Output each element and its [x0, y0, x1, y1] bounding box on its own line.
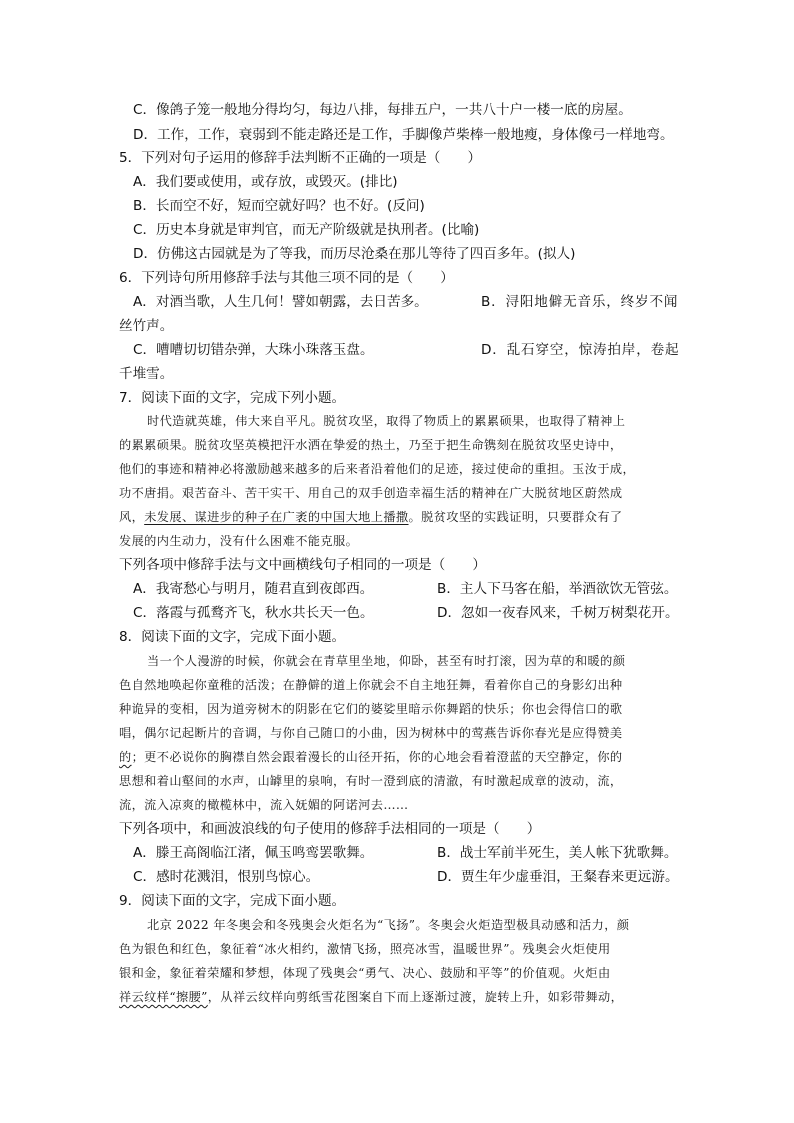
q7-option-b: B．主人下马客在船，举酒欲饮无管弦。 — [437, 581, 678, 597]
q6-option-b-continued: 丝竹声。 — [119, 318, 174, 334]
question-7-stem: 7．阅读下面的文字，完成下列小题。 — [119, 390, 346, 406]
passage-text: ，从祥云纹样向剪纸雪花图案自下而上逐渐过渡，旋转上升，如彩带舞动， — [207, 990, 624, 1004]
q6-option-a: A．对酒当歌，人生几何！譬如朝露，去日苦多。 — [133, 294, 428, 310]
passage-8-line: 唱，偶尔记起断片的音调，与你自己随口的小曲，因为树林中的莺燕告诉你春光是应得赞美 — [119, 726, 623, 740]
q8-option-c: C．感时花溅泪，恨别鸟惊心。 — [133, 869, 320, 885]
passage-8-line: 思想和着山壑间的水声，山罅里的泉响，有时一澄到底的清澈，有时激起成章的波动，流， — [119, 774, 623, 788]
passage-8-line: 流，流入凉爽的橄榄林中，流入妩媚的阿诺河去…… — [119, 798, 409, 812]
q6-option-d-continued: 千堆雪。 — [119, 366, 174, 382]
passage-7-line — [119, 507, 623, 527]
q6-option-d: D．乱石穿空，惊涛拍岸，卷起 — [481, 342, 680, 358]
wavy-underlined-sentence: 祥云纹样“擦腰” — [119, 990, 208, 1004]
q6-option-c: C．嘈嘈切切错杂弹，大珠小珠落玉盘。 — [133, 342, 374, 358]
passage-9-line: 色为银色和红色，象征着“冰火相约，激情飞扬，照亮冰雪，温暖世界”。残奥会火炬使用 — [119, 942, 611, 956]
passage-7-line: 发展的内生动力，没有什么困难不能克服。 — [119, 534, 359, 548]
q4-option-d: D．工作，工作，衰弱到不能走路还是工作，手脚像芦柴棒一般地瘦，身体像弓一样地弯。 — [133, 127, 674, 143]
q4-option-c: C．像鸽子笼一般地分得均匀，每边八排，每排五户，一共八十户一楼一底的房屋。 — [133, 102, 632, 118]
q7-option-c: C．落霞与孤鹜齐飞，秋水共长天一色。 — [133, 605, 374, 621]
passage-8-line: 色自然地唤起你童稚的活泼；在静僻的道上你就会不自主地狂舞，看着你自己的身影幻出种 — [119, 678, 623, 692]
passage-7-line: 时代造就英雄，伟大来自平凡。脱贫攻坚，取得了物质上的累累硕果，也取得了精神上 — [147, 414, 626, 428]
wavy-underlined-sentence: 的 — [119, 750, 132, 764]
passage-text: 。脱贫攻坚的实践证明，只要群众有了 — [408, 510, 623, 524]
q8-option-b: B．战士军前半死生，美人帐下犹歌舞。 — [437, 845, 678, 861]
question-7-subquestion: 下列各项中修辞手法与文中画横线句子相同的一项是（ ） — [119, 557, 487, 573]
passage-text: 风， — [119, 510, 145, 524]
question-8-subquestion: 下列各项中，和画波浪线的句子使用的修辞手法相同的一项是（ ） — [119, 821, 541, 837]
question-8-stem: 8．阅读下面的文字，完成下面小题。 — [119, 629, 346, 645]
q5-option-b: B．长而空不好，短而空就好吗？也不好。(反问) — [133, 198, 425, 214]
q7-option-a: A．我寄愁心与明月，随君直到夜郎西。 — [133, 581, 374, 597]
passage-9-line: 银和金，象征着荣耀和梦想，体现了残奥会“勇气、决心、鼓励和平等”的价值观。火炬由 — [119, 966, 611, 980]
question-6-stem: 6．下列诗句所用修辞手法与其他三项不同的是（ ） — [119, 270, 454, 286]
passage-7-line: 功不唐捐。艰苦奋斗、苦干实干、用自己的双手创造幸福生活的精神在广大脱贫地区蔚然成 — [119, 486, 623, 500]
underlined-sentence: 未发展、谋进步的种子在广袤的中国大地上播撒 — [144, 510, 409, 524]
passage-9-line — [119, 987, 623, 1007]
question-5-stem: 5．下列对句子运用的修辞手法判断不正确的一项是（ ） — [119, 150, 482, 166]
passage-8-line — [119, 747, 623, 767]
q8-option-a: A．滕王高阁临江渚，佩玉鸣鸾罢歌舞。 — [133, 845, 374, 861]
passage-9-line: 北京 2022 年冬奥会和冬残奥会火炬名为“飞扬”。冬奥会火炬造型极具动感和活力，颜 — [147, 918, 630, 932]
question-9-stem: 9．阅读下面的文字，完成下面小题。 — [119, 893, 346, 909]
q7-option-d: D．忽如一夜春风来，千树万树梨花开。 — [437, 605, 679, 621]
q8-option-d: D．贾生年少虚垂泪，王粲春来更远游。 — [437, 869, 679, 885]
passage-7-line: 的累累硕果。脱贫攻坚英模把汗水洒在挚爱的热土，乃至于把生命镌刻在脱贫攻坚史诗中， — [119, 438, 623, 452]
passage-text: ；更不必说你的胸襟自然会跟着漫长的山径开拓，你的心地会看着澄蓝的天空静定，你的 — [131, 750, 623, 764]
passage-7-line: 他们的事迹和精神必将激励越来越多的后来者沿着他们的足迹，接过使命的重担。玉汝于成， — [119, 462, 636, 476]
q5-option-c: C．历史本身就是审判官，而无产阶级就是执刑者。(比喻) — [133, 222, 480, 238]
q5-option-d: D．仿佛这古园就是为了等我，而历尽沧桑在那儿等待了四百多年。(拟人) — [133, 246, 576, 262]
q6-option-b: B．浔阳地僻无音乐，终岁不闻 — [481, 294, 679, 310]
q5-option-a: A．我们要或使用，或存放，或毁灭。(排比) — [133, 174, 398, 190]
passage-8-line: 当一个人漫游的时候，你就会在青草里坐地，仰卧，甚至有时打滚，因为草的和暖的颜 — [147, 654, 626, 668]
passage-8-line: 种诡异的变相，因为道旁树木的阴影在它们的婆娑里暗示你舞蹈的快乐；你也会得信口的歌 — [119, 702, 623, 716]
